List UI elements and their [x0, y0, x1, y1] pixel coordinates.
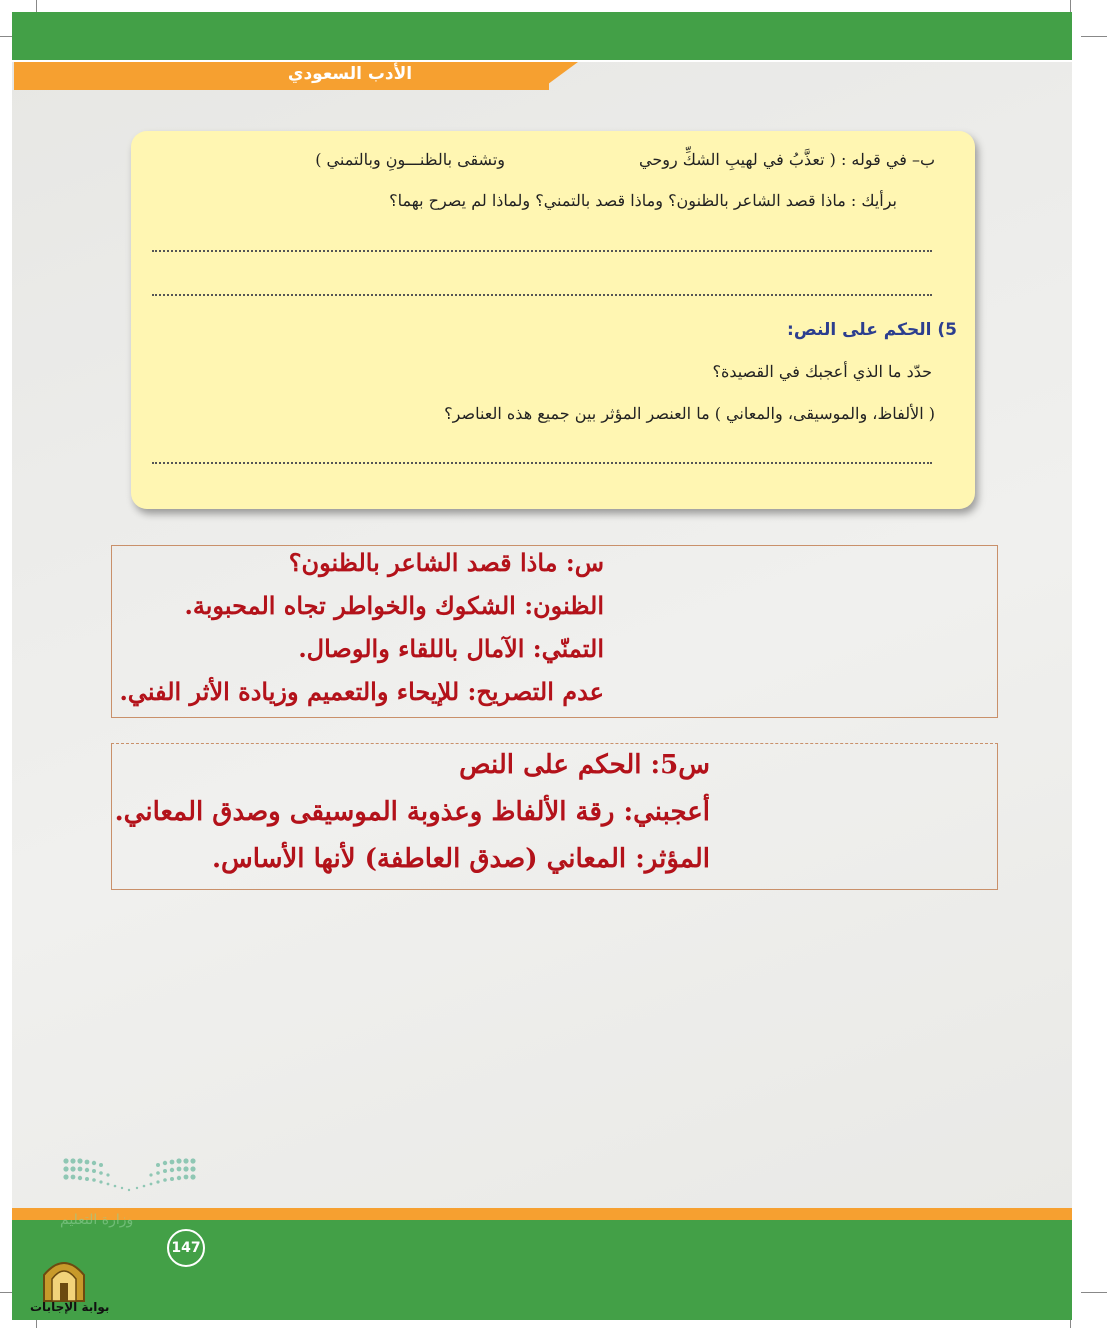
section-5-heading: 5) الحكم على النص: [787, 320, 957, 340]
answer-1-question: س: ماذا قصد الشاعر بالظنون؟ [288, 548, 604, 577]
answer-line [152, 250, 932, 252]
answer-1-line-tamanni: التمنّي: الآمال باللقاء والوصال. [298, 634, 604, 663]
book-title: الأدب السعودي [287, 64, 413, 84]
answers-portal-logo-icon [38, 1255, 90, 1303]
ministry-logo-icon [62, 1155, 197, 1197]
crop-mark [1081, 1292, 1107, 1293]
answer-line [152, 294, 932, 296]
footer-orange-stripe [12, 1208, 1072, 1220]
crop-mark [1081, 36, 1107, 37]
answer-1-line-zunun: الظنون: الشكوك والخواطر تجاه المحبوبة. [184, 591, 604, 620]
answer-line [152, 462, 932, 464]
answer-2-heading: س5: الحكم على النص [459, 750, 710, 780]
question-b-prompt: برأيك : ماذا قصد الشاعر بالظنون؟ وماذا قصد بالتمني؟ ولماذا لم يصرح بهما؟ [389, 191, 897, 210]
ministry-name: وزارة التعليم [60, 1212, 134, 1228]
page-number: 147 [167, 1229, 205, 1267]
answer-2-influential: المؤثر: المعاني (صدق العاطفة) لأنها الأساس. [211, 844, 710, 874]
answers-portal-label: بوابة الإجابات [30, 1300, 110, 1314]
answer-1-line-no-declaration: عدم التصريح: للإيحاء والتعميم وزيادة الأثر الفني. [119, 677, 604, 706]
header-green-band [12, 12, 1072, 60]
answer-2-admired: أعجبني: رقة الألفاظ وعذوبة الموسيقى وصدق المعاني. [114, 797, 710, 827]
section-5-question-1: حدّد ما الذي أعجبك في القصيدة؟ [712, 362, 932, 381]
header-orange-tail [540, 62, 578, 90]
question-b-verse-second-hemistich: وتشقى بالظنـــونِ وبالتمني ) [315, 150, 505, 169]
question-b-verse-first-hemistich: ب– في قوله : ( تعذَّبُ في لهيبِ الشكِّ روحي [639, 150, 935, 169]
section-5-question-2: ( الألفاظ، والموسيقى، والمعاني ) ما العنصر المؤثر بين جميع هذه العناصر؟ [444, 404, 935, 423]
